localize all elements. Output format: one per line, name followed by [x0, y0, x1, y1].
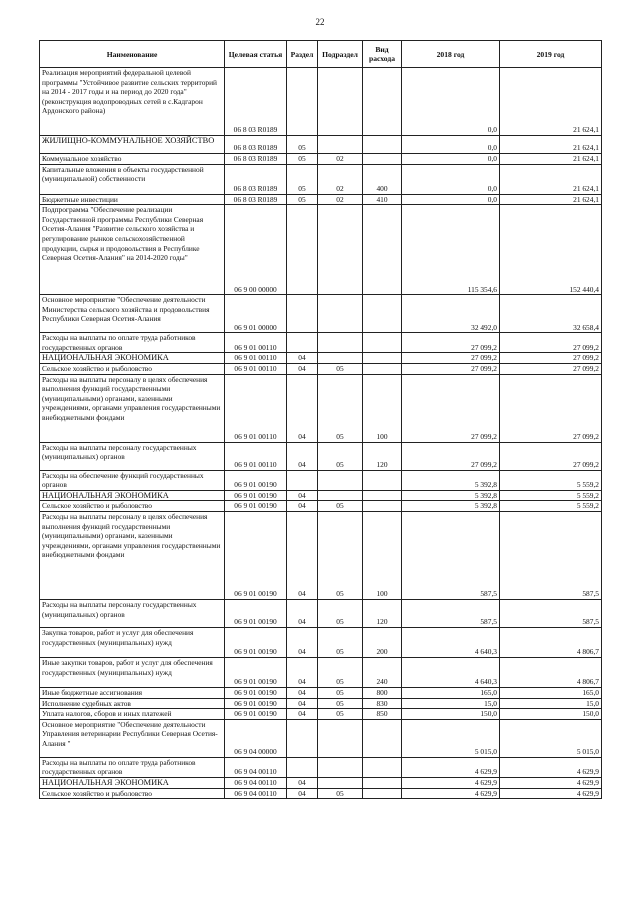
row-subsection — [318, 353, 363, 364]
row-2019: 5 559,2 — [500, 490, 602, 501]
table-row — [40, 470, 602, 490]
row-section: 04 — [287, 627, 318, 657]
row-expense-type — [363, 719, 402, 757]
row-2019: 152 440,4 — [500, 205, 602, 295]
row-target: 06 9 01 00110 — [225, 353, 287, 364]
row-2018: 115 354,6 — [402, 205, 500, 295]
row-2019: 5 559,2 — [500, 470, 602, 490]
row-2019: 27 099,2 — [500, 333, 602, 353]
row-expense-type: 850 — [363, 709, 402, 720]
row-2018: 0,0 — [402, 154, 500, 165]
table-row — [40, 164, 602, 194]
row-section: 04 — [287, 687, 318, 698]
row-2018: 587,5 — [402, 511, 500, 599]
row-2019: 4 806,7 — [500, 657, 602, 687]
row-target: 06 9 04 00000 — [225, 719, 287, 757]
row-target: 06 9 01 00190 — [225, 470, 287, 490]
row-2018: 4 629,9 — [402, 777, 500, 788]
row-subsection — [318, 470, 363, 490]
row-2019: 21 624,1 — [500, 154, 602, 165]
row-subsection: 05 — [318, 374, 363, 442]
row-name: Расходы на выплаты персоналу государственных (муниципальных) органов — [40, 442, 225, 470]
row-expense-type — [363, 788, 402, 799]
row-name: Расходы на выплаты персоналу государственных (муниципальных) органов — [40, 599, 225, 627]
row-expense-type — [363, 777, 402, 788]
row-target: 06 9 01 00190 — [225, 687, 287, 698]
row-subsection: 05 — [318, 698, 363, 709]
row-2019: 15,0 — [500, 698, 602, 709]
row-expense-type — [363, 68, 402, 136]
row-target: 06 9 01 00190 — [225, 627, 287, 657]
row-2018: 27 099,2 — [402, 353, 500, 364]
row-subsection: 05 — [318, 657, 363, 687]
table-row — [40, 757, 602, 777]
row-target: 06 8 03 R0189 — [225, 68, 287, 136]
row-2018: 27 099,2 — [402, 363, 500, 374]
row-2019: 21 624,1 — [500, 194, 602, 205]
row-section — [287, 205, 318, 295]
row-2018: 150,0 — [402, 709, 500, 720]
table-row — [40, 687, 602, 698]
row-2018: 165,0 — [402, 687, 500, 698]
row-section: 04 — [287, 442, 318, 470]
table-row — [40, 442, 602, 470]
header-2018: 2018 год — [402, 41, 500, 68]
row-target: 06 9 01 00110 — [225, 333, 287, 353]
header-name: Наименование — [40, 41, 225, 68]
row-expense-type: 800 — [363, 687, 402, 698]
row-subsection: 05 — [318, 709, 363, 720]
row-section — [287, 333, 318, 353]
row-subsection — [318, 136, 363, 154]
row-section: 05 — [287, 194, 318, 205]
row-section — [287, 757, 318, 777]
row-target: 06 9 01 00190 — [225, 490, 287, 501]
table-row — [40, 154, 602, 165]
row-name: Расходы на обеспечение функций государственных органов — [40, 470, 225, 490]
row-2018: 4 640,3 — [402, 657, 500, 687]
row-subsection: 05 — [318, 627, 363, 657]
row-2018: 587,5 — [402, 599, 500, 627]
row-2018: 5 392,8 — [402, 501, 500, 512]
table-row — [40, 698, 602, 709]
row-name: Сельское хозяйство и рыболовство — [40, 363, 225, 374]
row-section: 04 — [287, 657, 318, 687]
row-subsection: 05 — [318, 687, 363, 698]
row-name: Расходы на выплаты по оплате труда работников государственных органов — [40, 333, 225, 353]
row-target: 06 9 04 00110 — [225, 788, 287, 799]
row-name: Закупка товаров, работ и услуг для обеспечения государственных (муниципальных) нужд — [40, 627, 225, 657]
row-2018: 4 640,3 — [402, 627, 500, 657]
row-target: 06 9 01 00190 — [225, 657, 287, 687]
table-row — [40, 788, 602, 799]
table-row — [40, 627, 602, 657]
row-expense-type — [363, 154, 402, 165]
table-row — [40, 68, 602, 136]
row-2018: 32 492,0 — [402, 295, 500, 333]
row-target: 06 8 03 R0189 — [225, 164, 287, 194]
row-name: Капитальные вложения в объекты государственной (муниципальной) собственности — [40, 164, 225, 194]
row-section: 04 — [287, 698, 318, 709]
table-row — [40, 709, 602, 720]
row-expense-type: 400 — [363, 164, 402, 194]
table-row — [40, 363, 602, 374]
table-row — [40, 295, 602, 333]
row-section: 04 — [287, 490, 318, 501]
row-section — [287, 719, 318, 757]
row-target: 06 9 04 00110 — [225, 757, 287, 777]
row-2018: 0,0 — [402, 194, 500, 205]
table-row — [40, 719, 602, 757]
row-section: 05 — [287, 164, 318, 194]
row-target: 06 9 00 00000 — [225, 205, 287, 295]
row-expense-type: 410 — [363, 194, 402, 205]
row-expense-type: 100 — [363, 511, 402, 599]
row-2019: 5 559,2 — [500, 501, 602, 512]
page-number: 22 — [315, 17, 325, 27]
row-2018: 5 015,0 — [402, 719, 500, 757]
row-name: Сельское хозяйство и рыболовство — [40, 788, 225, 799]
row-target: 06 8 03 R0189 — [225, 154, 287, 165]
row-expense-type — [363, 333, 402, 353]
row-name: Расходы на выплаты по оплате труда работников государственных органов — [40, 757, 225, 777]
row-2019: 165,0 — [500, 687, 602, 698]
row-expense-type — [363, 363, 402, 374]
row-2019: 27 099,2 — [500, 363, 602, 374]
table-row — [40, 599, 602, 627]
table-header-row — [40, 41, 602, 68]
row-section — [287, 295, 318, 333]
table-row — [40, 501, 602, 512]
row-2018: 27 099,2 — [402, 333, 500, 353]
row-2018: 0,0 — [402, 68, 500, 136]
row-subsection: 02 — [318, 194, 363, 205]
row-target: 06 9 01 00190 — [225, 698, 287, 709]
row-name: Расходы на выплаты персоналу в целях обеспечения выполнения функций государственными (муниципальными) органами, казенными учреждениями, органами управления государственными внебюджетными фондами — [40, 374, 225, 442]
row-2019: 4 629,9 — [500, 777, 602, 788]
row-name: Исполнение судебных актов — [40, 698, 225, 709]
header-section: Раздел — [287, 41, 318, 68]
row-target: 06 9 01 00190 — [225, 501, 287, 512]
table-row — [40, 194, 602, 205]
row-section: 05 — [287, 154, 318, 165]
row-subsection — [318, 205, 363, 295]
row-section: 04 — [287, 599, 318, 627]
row-subsection — [318, 719, 363, 757]
row-expense-type: 120 — [363, 442, 402, 470]
table-row — [40, 374, 602, 442]
row-2018: 4 629,9 — [402, 788, 500, 799]
row-2019: 150,0 — [500, 709, 602, 720]
row-2018: 0,0 — [402, 164, 500, 194]
row-section: 05 — [287, 136, 318, 154]
row-subsection — [318, 333, 363, 353]
table-row — [40, 205, 602, 295]
row-name: Расходы на выплаты персоналу в целях обеспечения выполнения функций государственными (муниципальными) органами, казенными учреждениями, органами управления государственными внебюджетными фондами — [40, 511, 225, 599]
row-2018: 0,0 — [402, 136, 500, 154]
row-expense-type: 240 — [363, 657, 402, 687]
row-name: Бюджетные инвестиции — [40, 194, 225, 205]
row-2019: 21 624,1 — [500, 68, 602, 136]
row-name: Уплата налогов, сборов и иных платежей — [40, 709, 225, 720]
row-expense-type — [363, 470, 402, 490]
row-2018: 5 392,8 — [402, 470, 500, 490]
row-target: 06 9 01 00110 — [225, 363, 287, 374]
row-name: НАЦИОНАЛЬНАЯ ЭКОНОМИКА — [40, 777, 225, 788]
row-subsection: 05 — [318, 363, 363, 374]
row-subsection — [318, 757, 363, 777]
header-expense-type: Вид расхода — [363, 41, 402, 68]
row-subsection — [318, 490, 363, 501]
row-section: 04 — [287, 363, 318, 374]
row-2019: 587,5 — [500, 599, 602, 627]
row-section: 04 — [287, 353, 318, 364]
row-expense-type: 100 — [363, 374, 402, 442]
row-section — [287, 470, 318, 490]
row-section: 04 — [287, 709, 318, 720]
row-expense-type: 200 — [363, 627, 402, 657]
row-name: НАЦИОНАЛЬНАЯ ЭКОНОМИКА — [40, 490, 225, 501]
table-row — [40, 333, 602, 353]
row-subsection: 05 — [318, 511, 363, 599]
row-name: Основное мероприятие "Обеспечение деятельности Министерства сельского хозяйства и продовольствия Республики Северная Осетия-Алания — [40, 295, 225, 333]
row-2019: 5 015,0 — [500, 719, 602, 757]
row-subsection: 05 — [318, 501, 363, 512]
table-row — [40, 511, 602, 599]
row-target: 06 9 01 00110 — [225, 374, 287, 442]
row-expense-type — [363, 757, 402, 777]
row-section: 04 — [287, 511, 318, 599]
row-subsection: 02 — [318, 154, 363, 165]
table-row — [40, 136, 602, 154]
row-2019: 27 099,2 — [500, 374, 602, 442]
row-2019: 4 629,9 — [500, 788, 602, 799]
row-name: ЖИЛИЩНО-КОММУНАЛЬНОЕ ХОЗЯЙСТВО — [40, 136, 225, 154]
header-target: Целевая статья — [225, 41, 287, 68]
row-2019: 32 658,4 — [500, 295, 602, 333]
row-section — [287, 68, 318, 136]
table-row — [40, 490, 602, 501]
row-target: 06 9 01 00000 — [225, 295, 287, 333]
row-2018: 4 629,9 — [402, 757, 500, 777]
row-target: 06 9 04 00110 — [225, 777, 287, 788]
row-subsection: 05 — [318, 599, 363, 627]
row-target: 06 9 01 00190 — [225, 599, 287, 627]
row-target: 06 9 01 00190 — [225, 709, 287, 720]
row-2018: 27 099,2 — [402, 442, 500, 470]
row-name: Иные бюджетные ассигнования — [40, 687, 225, 698]
row-2018: 27 099,2 — [402, 374, 500, 442]
row-expense-type — [363, 136, 402, 154]
row-2019: 27 099,2 — [500, 442, 602, 470]
row-subsection — [318, 295, 363, 333]
row-2018: 5 392,8 — [402, 490, 500, 501]
row-subsection: 02 — [318, 164, 363, 194]
row-expense-type: 830 — [363, 698, 402, 709]
row-subsection — [318, 777, 363, 788]
row-name: Реализация мероприятий федеральной целевой программы "Устойчивое развитие сельских территорий на 2014 - 2017 годы и на период до 2020 года" (реконструкция водопроводных сетей в с.Кадгарон Ардонского района) — [40, 68, 225, 136]
row-2019: 21 624,1 — [500, 136, 602, 154]
row-name: НАЦИОНАЛЬНАЯ ЭКОНОМИКА — [40, 353, 225, 364]
row-expense-type — [363, 205, 402, 295]
table-row — [40, 777, 602, 788]
header-2019: 2019 год — [500, 41, 602, 68]
header-subsection: Подраздел — [318, 41, 363, 68]
row-expense-type: 120 — [363, 599, 402, 627]
row-subsection: 05 — [318, 442, 363, 470]
row-expense-type — [363, 501, 402, 512]
row-subsection — [318, 68, 363, 136]
row-expense-type — [363, 490, 402, 501]
table-row — [40, 353, 602, 364]
row-target: 06 9 01 00190 — [225, 511, 287, 599]
row-subsection: 05 — [318, 788, 363, 799]
row-section: 04 — [287, 777, 318, 788]
row-name: Сельское хозяйство и рыболовство — [40, 501, 225, 512]
budget-table — [39, 40, 602, 799]
table-row — [40, 657, 602, 687]
row-2018: 15,0 — [402, 698, 500, 709]
row-2019: 4 806,7 — [500, 627, 602, 657]
row-expense-type — [363, 353, 402, 364]
row-target: 06 9 01 00110 — [225, 442, 287, 470]
row-expense-type — [363, 295, 402, 333]
row-2019: 27 099,2 — [500, 353, 602, 364]
row-name: Иные закупки товаров, работ и услуг для обеспечения государственных (муниципальных) нужд — [40, 657, 225, 687]
row-2019: 21 624,1 — [500, 164, 602, 194]
row-section: 04 — [287, 501, 318, 512]
row-name: Коммунальное хозяйство — [40, 154, 225, 165]
row-section: 04 — [287, 374, 318, 442]
row-target: 06 8 03 R0189 — [225, 136, 287, 154]
row-name: Основное мероприятие "Обеспечение деятельности Управления ветеринарии Республики Северная Осетия-Алания " — [40, 719, 225, 757]
row-target: 06 8 03 R0189 — [225, 194, 287, 205]
row-2019: 4 629,9 — [500, 757, 602, 777]
row-name: Подпрограмма "Обеспечение реализации Государственной программы Республики Северная Осетия-Алания "Развитие сельского хозяйства и регулирование рынков сельскохозяйственной продукции, сырья и продовольствия в Республике Северная Осетия-Алания" на 2014-2020 годы" — [40, 205, 225, 295]
row-2019: 587,5 — [500, 511, 602, 599]
row-section: 04 — [287, 788, 318, 799]
